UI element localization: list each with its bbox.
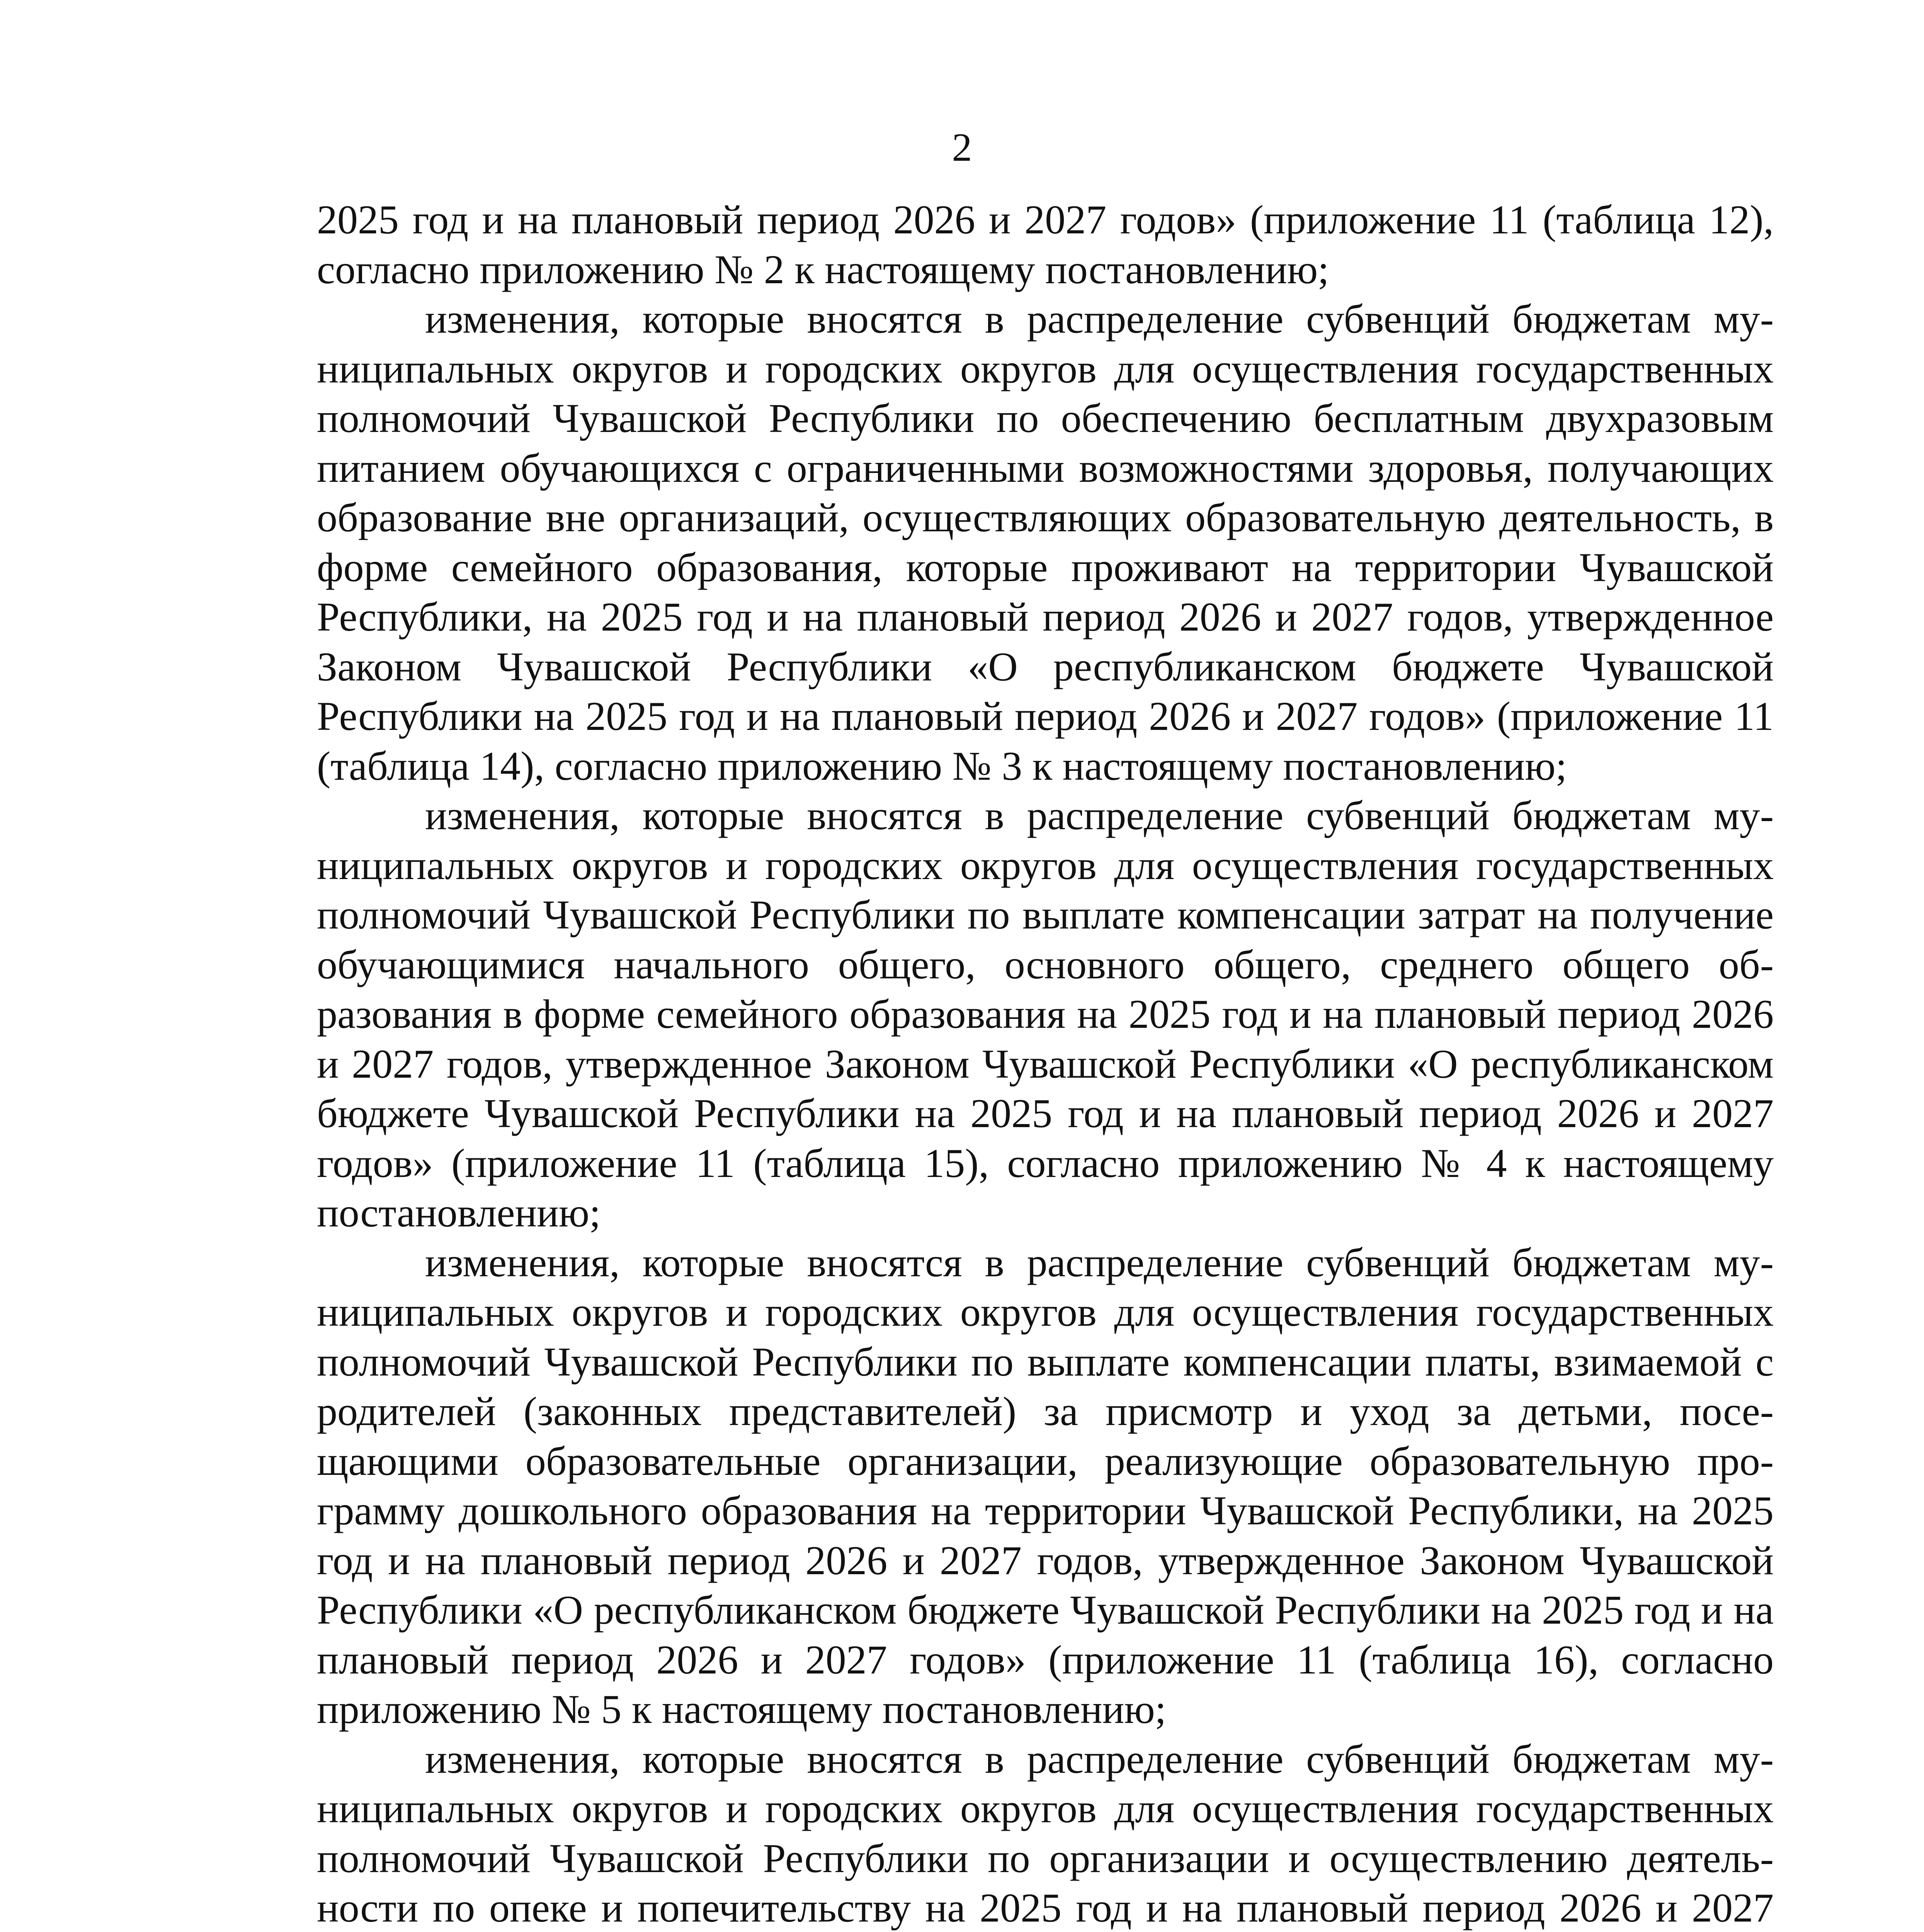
paragraph-appendix-5: изменения, которые вносятся в распределение субвенций бюджетам муниципальных округов и городских округов для осуществления государственных полномочий Чувашской Республики по выплате компенсации платы, взимаемой с родителей (законных представителей) за присмотр и уход за детьми, посещающими образовательные организации, реализующие образовательную программу дошкольного образования на территории Чувашской Республики, на 2025 год и на плановый период 2026 и 2027 годов, утвержденное Законом Чувашской Республики «О республиканском бюджете Чувашской Республики на 2025 год и на плановый период 2026 и 2027 годов» (приложение 11 (таблица 16), согласно приложению № 5 к настоящему постановлению; xyxy=(317,1240,1774,1732)
document-body xyxy=(317,195,1774,1932)
paragraph-appendix-3: изменения, которые вносятся в распределение субвенций бюджетам муниципальных округов и городских округов для осуществления государственных полномочий Чувашской Республики по обеспечению бесплатным двухразовым питанием обучающихся с ограниченными возможностями здоровья, получающих образование вне организаций, осуществляющих образовательную деятельность, в форме семейного образования, которые проживают на территории Чувашской Республики, на 2025 год и на плановый период 2026 и 2027 годов, утвержденное Законом Чувашской Республики «О республиканском бюджете Чувашской Республики на 2025 год и на плановый период 2026 и 2027 годов» (приложение 11 (таблица 14), согласно приложению № 3 к настоящему постановлению; xyxy=(317,296,1774,789)
paragraph-appendix-4: изменения, которые вносятся в распределение субвенций бюджетам муниципальных округов и городских округов для осуществления государственных полномочий Чувашской Республики по выплате компенсации затрат на получение обучающимися начального общего, основного общего, среднего общего образования в форме семейного образования на 2025 год и на плановый период 2026 и 2027 годов, утвержденное Законом Чувашской Республики «О республиканском бюджете Чувашской Республики на 2025 год и на плановый период 2026 и 2027 годов» (приложение 11 (таблица 15), согласно приложению № 4 к настоящему постановлению; xyxy=(317,793,1774,1235)
page-number: 2 xyxy=(952,125,972,170)
paragraph-appendix-6: изменения, которые вносятся в распределение субвенций бюджетам муниципальных округов и городских округов для осуществления государственных полномочий Чувашской Республики по организации и осуществлению деятельности по опеке и попечительству на 2025 год и на плановый период 2026 и 2027 xyxy=(317,1736,1774,1930)
paragraph-continuation: 2025 год и на плановый период 2026 и 2027 годов» (приложение 11 (таблица 12), согласно приложению № 2 к настоящему постановлению; xyxy=(317,197,1774,292)
